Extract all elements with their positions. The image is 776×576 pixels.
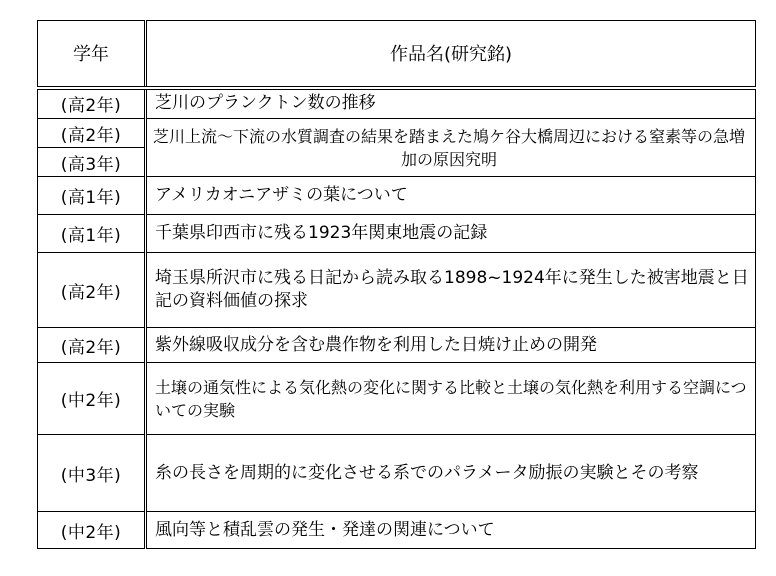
grade-cell: (高2年) [38,253,146,328]
grade-cell: (高2年) [38,328,146,363]
table-row [38,177,756,215]
title-cell: 芝川のプランクトン数の推移 [146,88,756,119]
research-titles-table [37,20,756,549]
table-row [38,88,756,119]
title-cell: 千葉県印西市に残る1923年関東地震の記録 [146,215,756,253]
header-row [38,21,756,88]
grade-cell: (中2年) [38,512,146,549]
grade-cell: (高2年) [38,88,146,119]
table-row [38,119,756,148]
title-cell: 土壌の通気性による気化熱の変化に関する比較と土壌の気化熱を利用する空調についての実験 [146,363,756,435]
table-row [38,363,756,435]
title-cell: 埼玉県所沢市に残る日記から読み取る1898~1924年に発生した被害地震と日記の資料価値の探求 [146,253,756,328]
table-row [38,215,756,253]
table-row [38,435,756,512]
title-cell: 風向等と積乱雲の発生・発達の関連について [146,512,756,549]
title-cell: 紫外線吸収成分を含む農作物を利用した日焼け止めの開発 [146,328,756,363]
table-row [38,512,756,549]
title-cell: 糸の長さを周期的に変化させる系でのパラメータ励振の実験とその考察 [146,435,756,512]
grade-cell: (中2年) [38,363,146,435]
title-column-header: 作品名(研究銘) [146,21,756,88]
table-row [38,253,756,328]
title-cell: 芝川上流～下流の水質調査の結果を踏まえた鳩ケ谷大橋周辺における窒素等の急増加の原因究明 [146,119,756,177]
grade-cell: (高1年) [38,177,146,215]
grade-cell: (高2年) [38,119,146,148]
grade-column-header: 学年 [38,21,146,88]
title-cell: アメリカオニアザミの葉について [146,177,756,215]
table-row [38,328,756,363]
grade-cell: (高3年) [38,148,146,177]
grade-cell: (中3年) [38,435,146,512]
grade-cell: (高1年) [38,215,146,253]
